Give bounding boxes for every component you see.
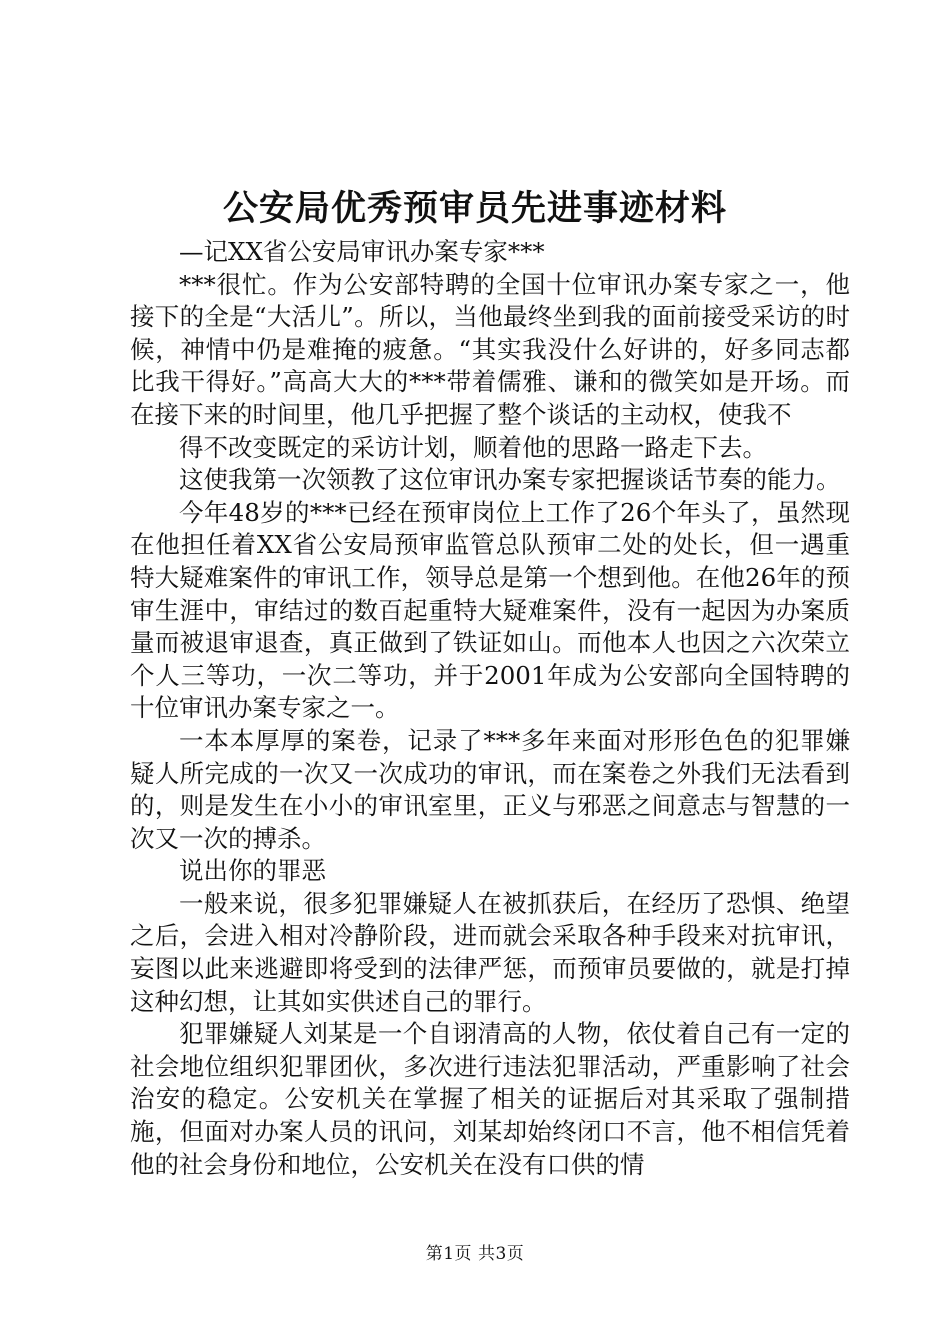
body-paragraph: 犯罪嫌疑人刘某是一个自诩清高的人物，依仗着自己有一定的社会地位组织犯罪团伙，多次进行违法犯罪活动，严重影响了社会治安的稳定。公安机关在掌握了相关的证据后对其采取了强制措施，但面对办案人员的讯问，刘某却始终闭口不言，他不相信凭着他的社会身份和地位，公安机关在没有口供的情 — [130, 1019, 850, 1179]
body-paragraph: 一般来说，很多犯罪嫌疑人在被抓获后，在经历了恐惧、绝望之后，会进入相对冷静阶段，进而就会采取各种手段来对抗审讯，妄图以此来逃避即将受到的法律严惩，而预审员要做的，就是打掉这种幻想，让其如实供述自己的罪行。 — [130, 888, 850, 1016]
document-title: 公安局优秀预审员先进事迹材料 — [222, 188, 727, 229]
body-paragraph: 得不改变既定的采访计划，顺着他的思路一路走下去。 — [179, 432, 767, 462]
body-paragraph: 一本本厚厚的案卷，记录了***多年来面对形形色色的犯罪嫌疑人所完成的一次又一次成功的审讯，而在案卷之外我们无法看到的，则是发生在小小的审讯室里，正义与邪恶之间意志与智慧的一次又一次的搏杀。 — [130, 725, 850, 853]
page-footer: 第1页 共3页 — [425, 1244, 525, 1264]
subtitle-paragraph: —记XX省公安局审讯办案专家*** — [179, 237, 545, 266]
body-paragraph: ***很忙。作为公安部特聘的全国十位审讯办案专家之一，他接下的全是“大活儿”。所以，当他最终坐到我的面前接受采访的时候，神情中仍是难掩的疲惫。“其实我没什么好讲的，好多同志都比我干得好。”高高大大的***带着儒雅、谦和的微笑如是开场。而在接下来的时间里，他几乎把握了整个谈话的主动权，使我不 — [130, 269, 850, 429]
body-paragraph: 今年48岁的***已经在预审岗位上工作了26个年头了，虽然现在他担任着XX省公安局预审监管总队预审二处的处长，但一遇重特大疑难案件的审讯工作，领导总是第一个想到他。在他26年的预审生涯中，审结过的数百起重特大疑难案件，没有一起因为办案质量而被退审退查，真正做到了铁证如山。而他本人也因之六次荣立个人三等功，一次二等功，并于2001年成为公安部向全国特聘的十位审讯办案专家之一。 — [130, 497, 850, 723]
body-paragraph: 这使我第一次领教了这位审讯办案专家把握谈话节奏的能力。 — [179, 465, 841, 495]
section-heading: 说出你的罪恶 — [179, 856, 326, 886]
document-body — [130, 236, 850, 1181]
